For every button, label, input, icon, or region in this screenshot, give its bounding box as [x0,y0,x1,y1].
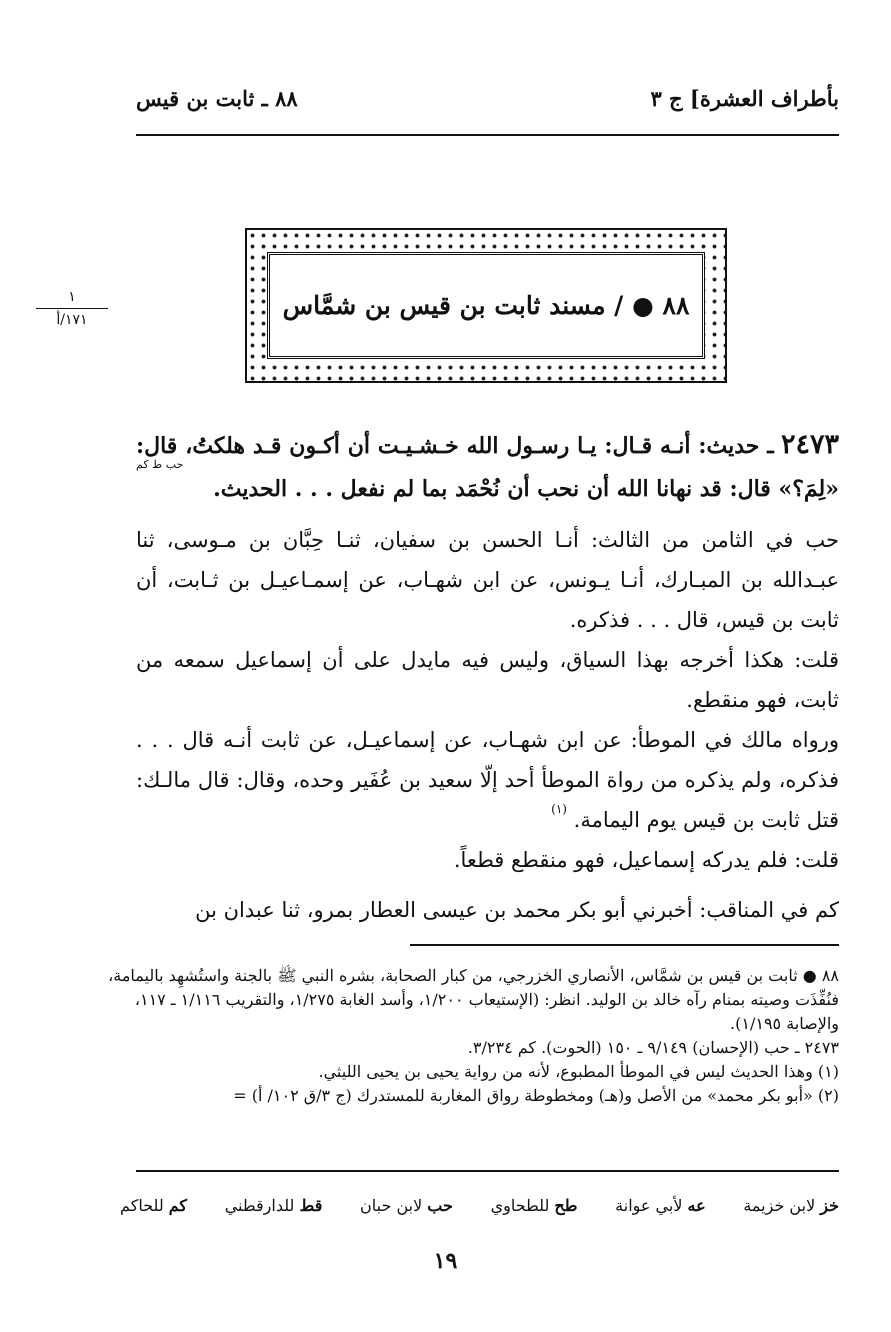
margin-folio-note [36,286,108,331]
paragraph-5: كم في المناقب: أخبرني أبو بكر محمد بن عيسى العطار بمرو، ثنا عبدان بن [195,898,839,922]
paragraph-3-text: ورواه مالك في الموطأ: عن ابن شهـاب، عن إسماعيـل، عن ثابت أنـه قال . . . فذكره، ولم يذكره من رواة الموطأ أحد إلّا سعيد بن عُفَير وحده، وقال: قال مالـك: قتل ثابت بن قيس يوم اليمامة. [136,728,839,832]
header-rule [136,134,839,136]
legend-item: قط للدارقطني [224,1196,323,1215]
footnote-sources: ٢٤٧٣ ـ حب (الإحسان) ٩/١٤٩ ـ ١٥٠ (الحوت). كم ٣/٢٣٤. [467,1038,839,1057]
footnote-2: (٢) «أبو بكر محمد» من الأصل و(هـ) ومخطوطة رواق المغاربة للمستدرك (ج ٣/ق ١٠٢/ أ) = [233,1086,839,1105]
footnote-1: (١) وهذا الحديث ليس في الموطأ المطبوع، لأنه من رواية يحيى بن يحيى الليثي. [318,1062,839,1081]
hadith-block [136,424,839,511]
legend-item: حب لابن حبان [360,1196,453,1215]
page-number: ١٩ [433,1248,458,1274]
title-ornament-frame [245,228,727,383]
abbreviation-legend [120,1196,839,1215]
legend-rule [136,1170,839,1172]
footnote-separator [410,944,839,946]
hadith-number: ٢٤٧٣ [781,429,840,460]
legend-item: خز لابن خزيمة [743,1196,839,1215]
running-head-left: ٨٨ ـ ثابت بن قيس [136,86,298,111]
margin-note-bottom: ١٧١/أ [56,312,88,328]
footnotes [100,964,839,1108]
footnote-ref-1: (١) [551,802,567,816]
paragraph-3 [136,720,839,843]
sigla-above: حب ط كم [136,458,184,471]
legend-item: طح للطحاوي [490,1196,578,1215]
legend-item: عه لأبي عوانة [615,1196,706,1215]
running-head-right: بأطراف العشرة] ج ٣ [650,86,839,111]
margin-note-top: ١ [36,286,108,309]
chapter-title: ٨٨ ● / مسند ثابت بن قيس بن شمَّاس [267,252,705,359]
paragraph-1: حب في الثامن من الثالث: أنـا الحسن بن سفيان، ثنـا حِبَّان بن مـوسى، ثنا عبـدالله بن المبـارك، أنـا يـونس، عن ابن شهـاب، عن إسمـاعيـل بن ثـابت، أن ثابت بن قيس، قال . . . فذكره. [136,528,839,632]
legend-item: كم للحاكم [120,1196,188,1215]
hadith-text: ـ حديث: أنـه قـال: يـا رسـول الله خـشـيـت أن أكـون قـد هلكتُ، قال: «لِمَ؟» قال: قد نهانا الله أن نحب أن نُحْمَد بما لم نفعل . . . الحديث. [136,433,839,502]
paragraph-2: قلت: هكذا أخرجه بهذا السياق، وليس فيه مايدل على أن إسماعيل سمعه من ثابت، فهو منقطع. [136,648,839,712]
paragraph-4: قلت: فلم يدركه إسماعيل، فهو منقطع قطعاً. [453,848,839,872]
footnote-biography: ٨٨ ● ثابت بن قيس بن شمَّاس، الأنصاري الخزرجي، من كبار الصحابة، بشره النبي ﷺ بالجنة واستُشهِد باليمامة، فنُفِّذَت وصيته بمنام رآه خالد بن الوليد. انظر: (الإستيعاب ١/٢٠٠، وأسد الغابة ١/٢٧٥، والتقريب ١/١١٦ ـ ١١٧، والإصابة ١/١٩٥). [108,966,839,1033]
